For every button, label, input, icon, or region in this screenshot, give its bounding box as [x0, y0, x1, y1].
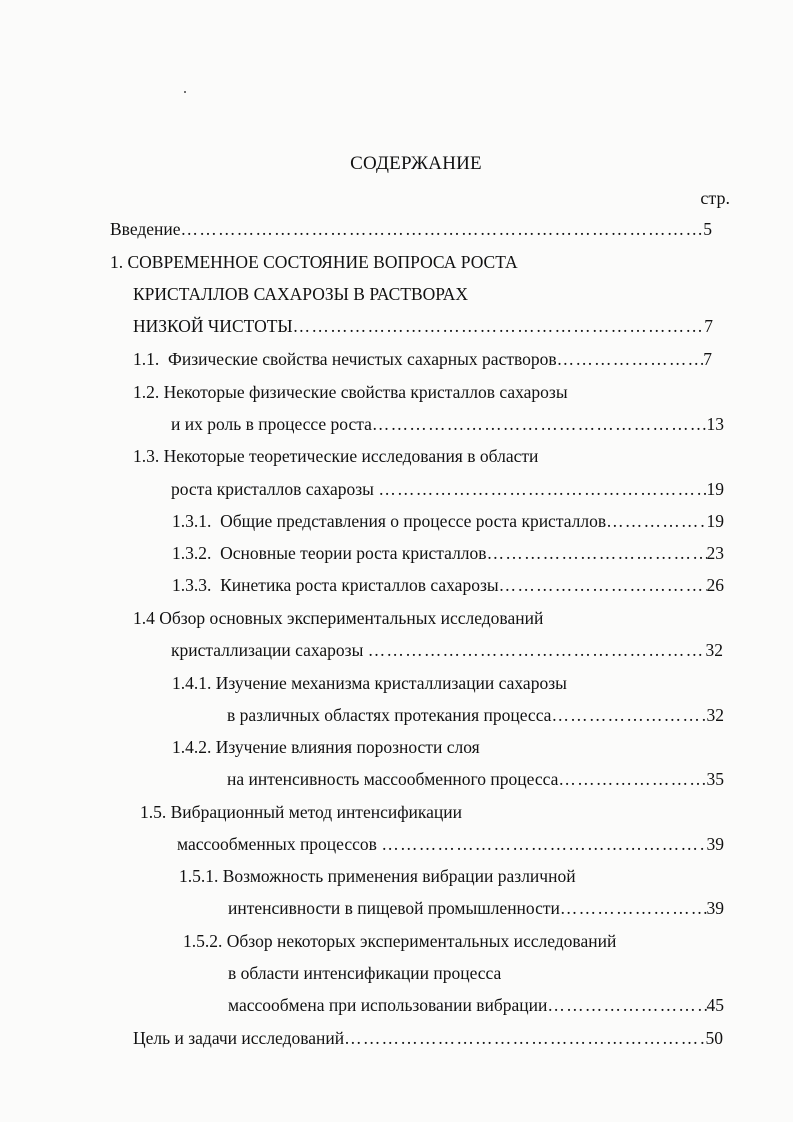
toc-dot-leader: [293, 313, 705, 339]
toc-entry: [133, 346, 712, 372]
toc-dot-leader: [560, 895, 707, 921]
toc-dot-leader: [558, 766, 706, 792]
toc-entry-text: интенсивности в пищевой промышленности: [228, 898, 560, 918]
toc-entry-text: 1.3.1. Общие представления о процессе роста кристаллов: [172, 511, 607, 531]
toc-entry-text: кристаллизации сахарозы: [171, 640, 368, 660]
toc-entry: 1.4 Обзор основных экспериментальных исследований: [133, 608, 544, 628]
toc-entry-page: 45: [706, 995, 724, 1015]
toc-entry-text: массообмена при использовании вибрации: [228, 995, 548, 1015]
toc-dot-leader: [487, 540, 707, 566]
toc-entry-page: 50: [705, 1028, 723, 1048]
toc-entry-text: НИЗКОЙ ЧИСТОТЫ: [133, 316, 293, 336]
toc-entry-page: 5: [703, 219, 712, 239]
toc-entry: [172, 540, 724, 566]
toc-entry-page: 7: [704, 316, 713, 336]
pages-column-label: стр.: [700, 188, 730, 208]
toc-entry-text: на интенсивность массообменного процесса: [227, 769, 559, 789]
toc-entry: 1. СОВРЕМЕННОЕ СОСТОЯНИЕ ВОПРОСА РОСТА: [110, 252, 518, 272]
toc-entry: в области интенсификации процесса: [228, 963, 502, 983]
toc-entry-page: 23: [706, 543, 724, 563]
toc-entry-page: 19: [706, 511, 724, 531]
toc-dot-leader: [381, 831, 706, 857]
toc-dot-leader: [547, 992, 706, 1018]
toc-entry: 1.5. Вибрационный метод интенсификации: [140, 802, 463, 822]
toc-entry: [177, 831, 724, 857]
toc-entry-text: в различных областях протекания процесса: [227, 705, 552, 725]
toc-entry-text: 1.3.2. Основные теории роста кристаллов: [172, 543, 487, 563]
toc-entry: [171, 637, 723, 663]
toc-entry-text: и их роль в процессе роста: [171, 414, 372, 434]
toc-entry-text: 1.1. Физические свойства нечистых сахарных растворов: [133, 349, 557, 369]
toc-entry-text: Цель и задачи исследований: [133, 1028, 345, 1048]
toc-entry: [227, 702, 724, 728]
toc-dot-leader: [551, 702, 706, 728]
toc-entry: [228, 895, 724, 921]
toc-entry: 1.3. Некоторые теоретические исследования в области: [133, 446, 539, 466]
toc-dot-leader: [372, 411, 707, 437]
toc-entry: 1.4.1. Изучение механизма кристаллизации сахарозы: [172, 673, 567, 693]
page-title: СОДЕРЖАНИЕ: [350, 153, 482, 174]
toc-entry-page: 7: [703, 349, 712, 369]
toc-entry-page: 13: [706, 414, 724, 434]
toc-entry: 1.4.2. Изучение влияния порозности слоя: [172, 737, 480, 757]
toc-entry: [171, 411, 724, 437]
toc-entry: [133, 313, 713, 339]
toc-entry: [172, 508, 724, 534]
toc-dot-leader: [181, 216, 704, 242]
toc-entry: [133, 1025, 723, 1051]
toc-entry-page: 19: [706, 479, 724, 499]
toc-entry: 1.5.2. Обзор некоторых экспериментальных исследований: [183, 931, 617, 951]
toc-entry: КРИСТАЛЛОВ САХАРОЗЫ В РАСТВОРАХ: [133, 284, 469, 304]
toc-entry: [171, 476, 724, 502]
toc-entry: [110, 216, 712, 242]
toc-dot-leader: [344, 1025, 705, 1051]
toc-entry-page: 35: [706, 769, 724, 789]
toc-entry-text: Введение: [110, 219, 181, 239]
toc-entry-page: 39: [706, 898, 724, 918]
toc-dot-leader: [368, 637, 706, 663]
toc-dot-leader: [378, 476, 706, 502]
toc-entry: 1.5.1. Возможность применения вибрации различной: [179, 866, 576, 886]
toc-entry-text: 1.3.3. Кинетика роста кристаллов сахарозы: [172, 575, 499, 595]
scan-speck: [184, 91, 186, 93]
toc-entry-page: 32: [706, 705, 724, 725]
toc-entry-page: 39: [706, 834, 724, 854]
toc-entry-text: роста кристаллов сахарозы: [171, 479, 379, 499]
toc-dot-leader: [499, 572, 707, 598]
toc-entry-page: 26: [706, 575, 724, 595]
toc-dot-leader: [557, 346, 704, 372]
toc-entry-page: 32: [705, 640, 723, 660]
toc-dot-leader: [606, 508, 706, 534]
toc-entry: [172, 572, 724, 598]
toc-entry: [227, 766, 724, 792]
toc-entry-text: массообменных процессов: [177, 834, 382, 854]
toc-entry: 1.2. Некоторые физические свойства кристаллов сахарозы: [133, 382, 568, 402]
toc-entry: [228, 992, 724, 1018]
